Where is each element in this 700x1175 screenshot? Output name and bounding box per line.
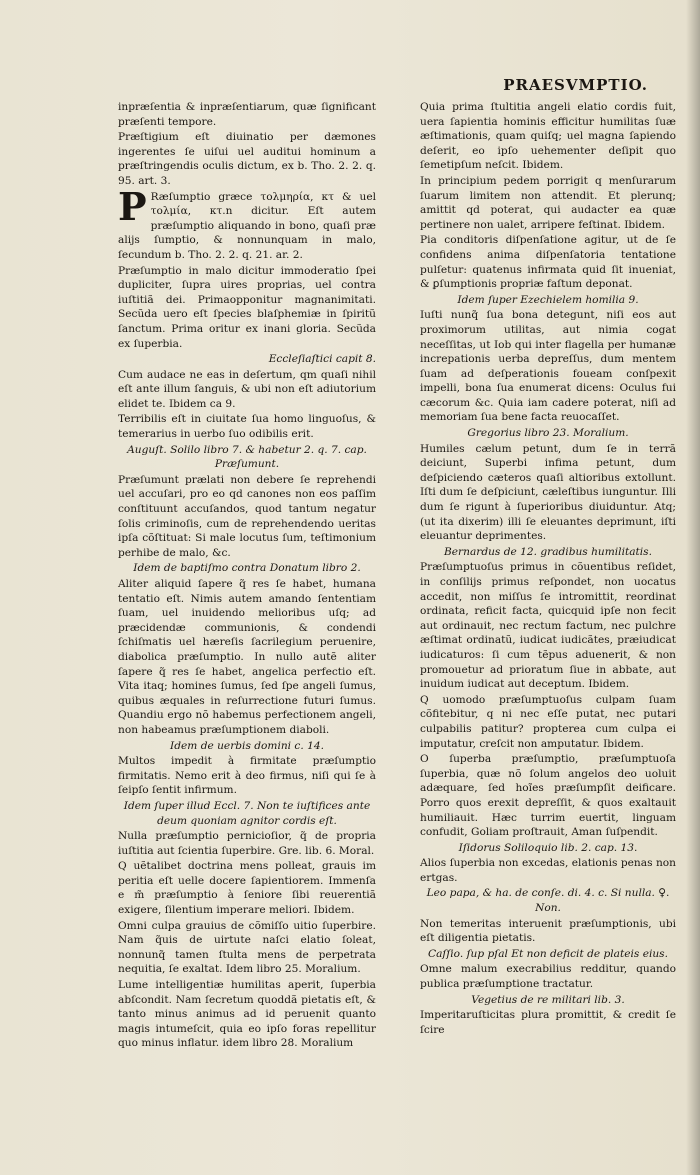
running-head: PRAESVMPTIO. [503,76,648,94]
right-column [420,100,676,1038]
paragraph: Humiles cælum petunt, dum ſe in terrã deiciunt, Superbi infima petunt, dum deſpiciendo cæteros quaſi altioribus extollunt. Iſti dum ſe deſpiciunt, cæleſtibus iunguntur. Illi dum ſe rigunt à ſuperioribus diuiduntur. Atq; (ut ita dixerim) illi ſe eleuantes deprimunt, iſti eleuantur deprimentes. [420,442,676,543]
paragraph: Q uomodo præſumptuoſus culpam ſuam cõfitebitur, q ni nec eſſe putat, nec putari culpabilis patitur? propterea cum culpa ei imputatur, creſcit non amputatur. Ibidem. [420,693,676,750]
drop-cap: P [118,183,147,229]
paragraph: Multos impedit à firmitate præſumptio firmitatis. Nemo erit à deo firmus, niſi qui ſe à ſeipſo ſentit infirmum. [118,755,376,797]
paragraph: Iuſti nunq̃ ſua bona detegunt, niſi eos aut proximorum utilitas, aut nimia cogat neceſſitas, ut Iob qui inter flagella per humanæ increpationis uerba depreſſus, dum mentem ſuam ad deſperationis foueam conſpexit impelli, bona ſua enumerat dicens: Oculus fui cæcorum &c. Quia iam cadere poterat, niſi ad memoriam ſua bene facta reuocaſſet. [420,309,676,424]
source-citation: Iſidorus Soliloquio lib. 2. cap. 13. [458,841,638,854]
left-column [118,100,376,1052]
source-citation: Gregorius libro 23. Moralium. [467,427,629,440]
source-citation: Idem de uerbis domini c. 14. [170,739,324,752]
source-citation: Eccleſiaſtici capit 8. [268,353,376,366]
source-citation: Vegetius de re militari lib. 3. [471,993,625,1006]
paragraph: Pia conditoris diſpenſatione agitur, ut de ſe confidens anima diſpenſatoria tentatione pulſetur: quatenus infirmata quid ſit inueniat, & ꝑſumptionis propriæ faſtum deponat. [420,234,676,291]
paragraph-text: Ræſumptio græce τολμηρία, κτ & uel τολμία, κτ.n dicitur. Eſt autem præſumptio aliquando in bono, quaſi præ alijs ſumptio, & nonnunquam in malo, ſecundum b. Tho. 2. 2. q. 21. ar. 2. [118,190,376,261]
paragraph: Præſumunt prælati non debere ſe reprehendi uel accuſari, pro eo qd canones non eos paſſim conſtituunt accuſandos, quod tantum negatur ſolis criminoſis, cum de reprehendendo ueritas ipſa cõſtituat: Si male locutus ſum, teſtimonium perhibe de malo, &c. [118,473,376,559]
paragraph: inpræſentia & inpræſentiarum, quæ ſignificant præſenti tempore. [118,101,376,128]
source-citation: Idem ſuper Ezechielem homilia 9. [457,293,639,306]
paragraph: Quia prima ſtultitia angeli elatio cordis fuit, uera ſapientia hominis efficitur humilitas ſuæ æſtimationis, quam quiſq; uel magna ſapiendo deſerit, eo ipſo uehementer deſipit quo ſemetipſum neſcit. Ibidem. [420,101,676,172]
paragraph: Præſumptuoſus primus in cõuentibus reſidet, in conſilijs primus reſpondet, non uocatus accedit, non miſſus ſe intromittit, reordinat ordinata, reficit facta, quicquid ipſe non fecit aut ordinauit, nec rectum factum, nec pulchre æſtimat ordinatũ, iudicat iudicãtes, præiudicat iudicaturos: ſi cum tẽpus aduenerit, & non promouetur ad prioratum ſiue in abbate, aut inuidum iudicat aut deceptum. Ibidem. [420,561,676,691]
paragraph: Non temeritas interuenit præſumptionis, ubi eſt diligentia pietatis. [420,917,676,945]
paragraph: Q uẽtalibet doctrina mens polleat, grauis im peritia eſt uelle docere ſapientiorem. Immenſa e m̃ præſumptio à ſeniore ſibi reuerentiã exigere, ſilentium imperare meliori. Ibidem. [118,860,376,917]
paragraph: Præſumptio in malo dicitur immoderatio ſpei dupliciter, ſupra uires proprias, uel contra iuſtitiã dei. Primaopponitur magnanimitati. Secũda uero eſt ſpecies blaſphemiæ in ſpiritũ ſanctum. Prima oritur ex inani gloria. Secũda ex ſuperbia. [118,264,376,350]
source-citation: Idem de baptiſmo contra Donatum libro 2. [133,562,361,575]
paragraph: Omne malum execrabilius redditur, quando publica præſumptione tractatur. [420,963,676,991]
paragraph: O ſuperba præſumptio, præſumptuoſa ſuperbia, quæ nõ ſolum angelos deo uoluit adæquare, ſed hoĩes præſumpſit deificare. Porro quos erexit depreſſit, & quos exaltauit humiliauit. Hæc turrim euertit, linguam confudit, Goliam proſtrauit, Aman ſuſpendit. [420,753,676,839]
paragraph: Aliter aliquid ſapere q̃ res ſe habet, humana tentatio eſt. Nimis autem amando ſententiam ſuam, uel inuidendo melioribus uſq; ad præcidendæ communionis, & condendi ſchiſmatis uel hæreſis ſacrilegium peruenire, diabolica præſumptio. In nullo autẽ aliter ſapere q̃ res ſe habet, angelica perfectio eſt. Vita itaq; homines ſumus, ſed ſpe angeli ſumus, quibus æquales in reſurrectione futuri ſumus. Quandiu ergo nõ habemus perfectionem angeli, non habeamus præſumptionem diaboli. [118,578,376,736]
paragraph: Imperitaruſticitas plura promittit, & credit ſe ſcire [420,1009,676,1036]
source-citation: Bernardus de 12. gradibus humilitatis. [444,545,652,558]
paragraph: Omni culpa grauius de cõmiſſo uitio ſuperbire. Nam q̃uis de uirtute naſci elatio ſoleat, nonnunq̃ tamen ſtulta mens de perpetrata nequitia, ſe exaltat. Idem libro 25. Moralium. [118,919,376,976]
paragraph: In principium pedem porrigit q menſurarum ſuarum limitem non attendit. Et plerunq; amittit qd poterat, qui audacter ea quæ pertinere non ualet, arripere feſtinat. Ibidem. [420,174,676,231]
paragraph: Præſtigium eſt diuinatio per dæmones ingerentes ſe uiſui uel auditui hominum a præſtringendis oculis dictum, ex b. Tho. 2. 2. q. 95. art. 3. [118,131,376,187]
paragraph [118,183,376,263]
paragraph: Lume intelligentiæ humilitas aperit, ſuperbia abſcondit. Nam ſecretum quoddã pietatis eſt, & tanto minus animus ad id peruenit quanto magis intumeſcit, quia eo ipſo foras repellitur quo minus inflatur. idem libro 28. Moralium [118,979,376,1050]
source-citation: Idem ſuper illud Eccl. 7. Non te iuſtifices ante deum quoniam agnitor cordis eſt. [123,799,371,827]
source-citation: Leo papa, & ha. de conſe. di. 4. c. Si nulla. ♀. Non. [426,887,670,915]
paragraph: Alios ſuperbia non excedas, elationis penas non ertgas. [420,857,676,884]
source-citation: Auguſt. Solilo libro 7. & habetur 2. q. 7. cap. Præſumunt. [127,443,367,471]
paragraph: Terribilis eſt in ciuitate ſua homo linguoſus, & temerarius in uerbo ſuo odibilis erit. [118,413,376,441]
paragraph: Nulla præſumptio pernicioſior, q̃ de propria iuſtitia aut ſcientia ſuperbire. Gre. lib. 6. Moral. [118,830,376,857]
source-citation: Caſſio. ſup pſal Et non deficit de plateis eius. [428,947,668,960]
paragraph: Cum audace ne eas in deſertum, qm quaſi nihil eſt ante illum ſanguis, & ubi non eſt adiutorium elidet te. Ibidem ca 9. [118,368,376,410]
page-spine-shadow [686,0,700,1175]
